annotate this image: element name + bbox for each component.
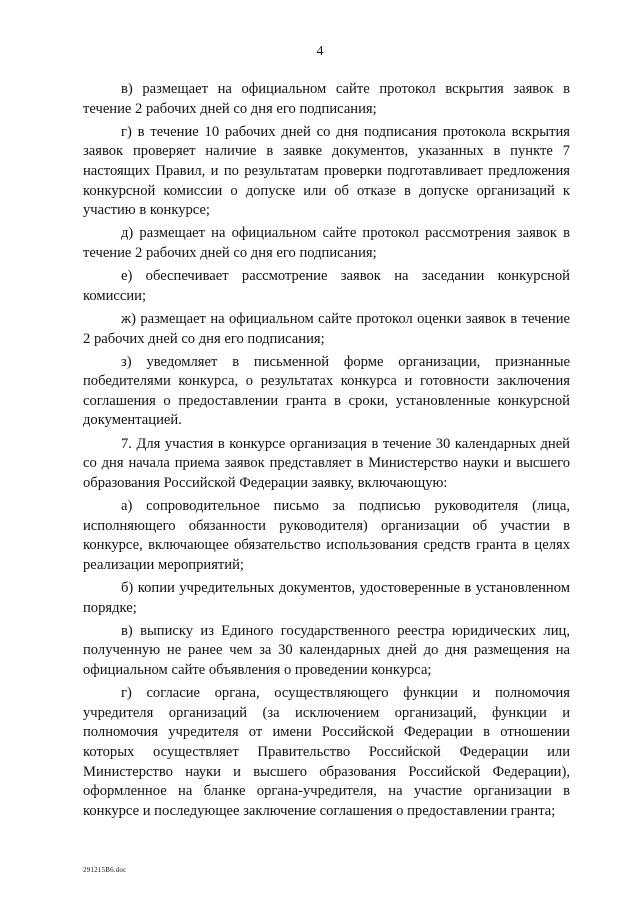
document-body xyxy=(83,80,570,825)
paragraph-7-b: б) копии учредительных документов, удостоверенные в установленном порядке; xyxy=(83,580,570,616)
paragraph-v: в) размещает на официальном сайте протокол вскрытия заявок в течение 2 рабочих дней со дня его подписания; xyxy=(83,81,570,117)
paragraph-e: е) обеспечивает рассмотрение заявок на заседании конкурсной комиссии; xyxy=(83,268,570,304)
paragraph-z: з) уведомляет в письменной форме организации, признанные победителями конкурса, о результатах конкурса и готовности заключения соглашения о предоставлении гранта в сроки, установленные конкурсной документацией. xyxy=(83,353,570,429)
page-number: 4 xyxy=(316,44,324,59)
paragraph-clause-7: 7. Для участия в конкурсе организация в течение 30 календарных дней со дня начала приема заявок представляет в Министерство науки и высшего образования Российской Федерации заявку, включающую: xyxy=(83,435,570,491)
footer-file-code: 291215B6.doc xyxy=(83,866,127,874)
paragraph-d: д) размещает на официальном сайте протокол рассмотрения заявок в течение 2 рабочих дней со дня его подписания; xyxy=(83,225,570,261)
paragraph-7-a: а) сопроводительное письмо за подписью руководителя (лица, исполняющего обязанности руководителя) организации об участии в конкурсе, включающее обязательство использования средств гранта в целях реализации мероприятий; xyxy=(83,498,570,573)
paragraph-g: г) в течение 10 рабочих дней со дня подписания протокола вскрытия заявок проверяет наличие в заявке документов, указанных в пункте 7 настоящих Правил, и по результатам проверки подготавливает предложения конкурсной комиссии о допуске или об отказе в допуске организаций к участию в конкурсе; xyxy=(83,123,570,219)
paragraph-zh: ж) размещает на официальном сайте протокол оценки заявок в течение 2 рабочих дней со дня его подписания; xyxy=(83,310,570,347)
paragraph-7-g: г) согласие органа, осуществляющего функции и полномочия учредителя организаций (за исключением организаций, функции и полномочия учредителя от имени Российской Федерации в отношении которых осуществляет Правительство Российской Федерации или Министерство науки и высшего образования Российской Федерации), оформленное на бланке органа-учредителя, на участие организации в конкурсе и последующее заключение соглашения о предоставлении гранта; xyxy=(83,685,570,819)
paragraph-7-v: в) выписку из Единого государственного реестра юридических лиц, полученную не ранее чем за 30 календарных дней до дня размещения на официальном сайте объявления о проведении конкурса; xyxy=(83,622,570,678)
